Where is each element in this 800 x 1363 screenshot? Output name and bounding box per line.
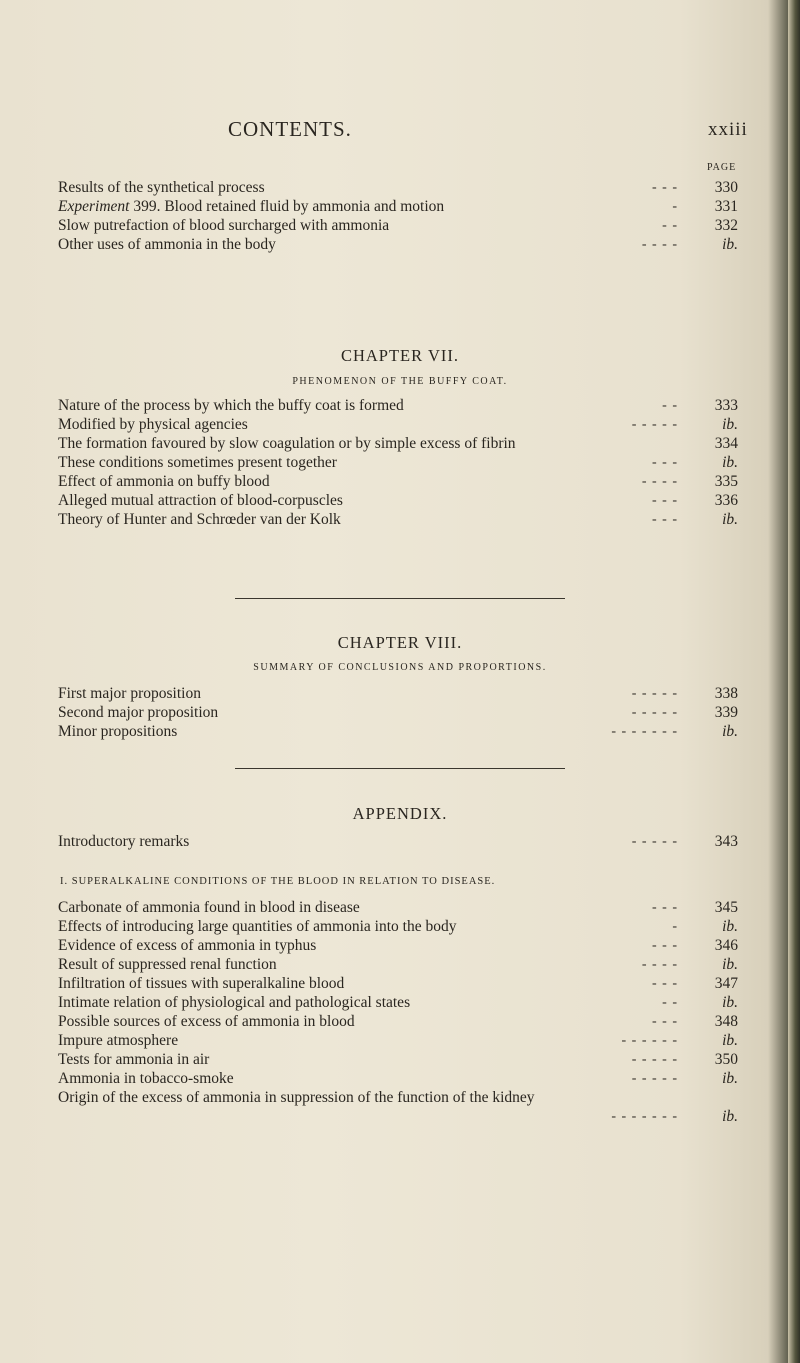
toc-entry: Origin of the excess of ammonia in suppression of the function of the kidney - - - - - - - ib. — [58, 1089, 738, 1125]
toc-entry: Result of suppressed renal function - - - - ib. — [58, 956, 738, 973]
chapter-8-subtitle: SUMMARY OF CONCLUSIONS AND PROPORTIONS. — [253, 662, 547, 673]
running-head — [0, 117, 800, 147]
appendix-title: APPENDIX. — [352, 804, 448, 823]
toc-entry: Experiment 399. Blood retained fluid by ammonia and motion - 331 — [58, 198, 738, 215]
chapter-8-title: CHAPTER VIII. — [337, 633, 463, 652]
running-head-page-number: xxiii — [708, 119, 748, 140]
toc-entry: Slow putrefaction of blood surcharged with ammonia - - 332 — [58, 217, 738, 234]
entries-chapter-8 — [58, 684, 738, 741]
toc-entry: Impure atmosphere - - - - - - ib. — [58, 1032, 738, 1049]
chapter-7-title: CHAPTER VII. — [340, 346, 460, 365]
chapter-7-subtitle: PHENOMENON OF THE BUFFY COAT. — [292, 376, 508, 387]
toc-entry: Possible sources of excess of ammonia in blood - - - 348 — [58, 1013, 738, 1030]
toc-entry: Evidence of excess of ammonia in typhus - - - 346 — [58, 937, 738, 954]
toc-entry: Effects of introducing large quantities of ammonia into the body - ib. — [58, 918, 738, 935]
toc-entry: Carbonate of ammonia found in blood in disease - - - 345 — [58, 899, 738, 916]
toc-entry: Nature of the process by which the buffy coat is formed - - 333 — [58, 397, 738, 414]
entries-chapter-7 — [58, 396, 738, 529]
section-divider — [235, 768, 565, 769]
entries-appendix-intro — [58, 832, 738, 851]
running-head-title: CONTENTS. — [228, 117, 352, 141]
toc-entry: These conditions sometimes present together - - - ib. — [58, 454, 738, 471]
page-edge-shadow — [788, 0, 800, 1363]
section-divider — [235, 598, 565, 599]
toc-entry: Modified by physical agencies - - - - - ib. — [58, 416, 738, 433]
toc-entry: Theory of Hunter and Schrœder van der Kolk - - - ib. — [58, 511, 738, 528]
appendix-section-title: I. SUPERALKALINE CONDITIONS OF THE BLOOD IN RELATION TO DISEASE. — [60, 876, 496, 887]
toc-entry: Minor propositions - - - - - - - ib. — [58, 723, 738, 740]
entries-appendix — [58, 898, 738, 1126]
entries-section-a — [58, 178, 738, 254]
toc-entry: Results of the synthetical process - - - 330 — [58, 179, 738, 196]
page-column-label: PAGE — [707, 162, 737, 173]
toc-entry: The formation favoured by slow coagulation or by simple excess of fibrin 334 — [58, 435, 738, 452]
toc-entry: Introductory remarks - - - - - 343 — [58, 833, 738, 850]
toc-entry: Ammonia in tobacco-smoke - - - - - ib. — [58, 1070, 738, 1087]
toc-entry: Alleged mutual attraction of blood-corpuscles - - - 336 — [58, 492, 738, 509]
toc-entry: Intimate relation of physiological and pathological states - - ib. — [58, 994, 738, 1011]
toc-entry: Effect of ammonia on buffy blood - - - - 335 — [58, 473, 738, 490]
toc-entry: Infiltration of tissues with superalkaline blood - - - 347 — [58, 975, 738, 992]
toc-entry: First major proposition - - - - - 338 — [58, 685, 738, 702]
toc-entry: Tests for ammonia in air - - - - - 350 — [58, 1051, 738, 1068]
toc-entry: Other uses of ammonia in the body - - - - ib. — [58, 236, 738, 253]
toc-entry: Second major proposition - - - - - 339 — [58, 704, 738, 721]
